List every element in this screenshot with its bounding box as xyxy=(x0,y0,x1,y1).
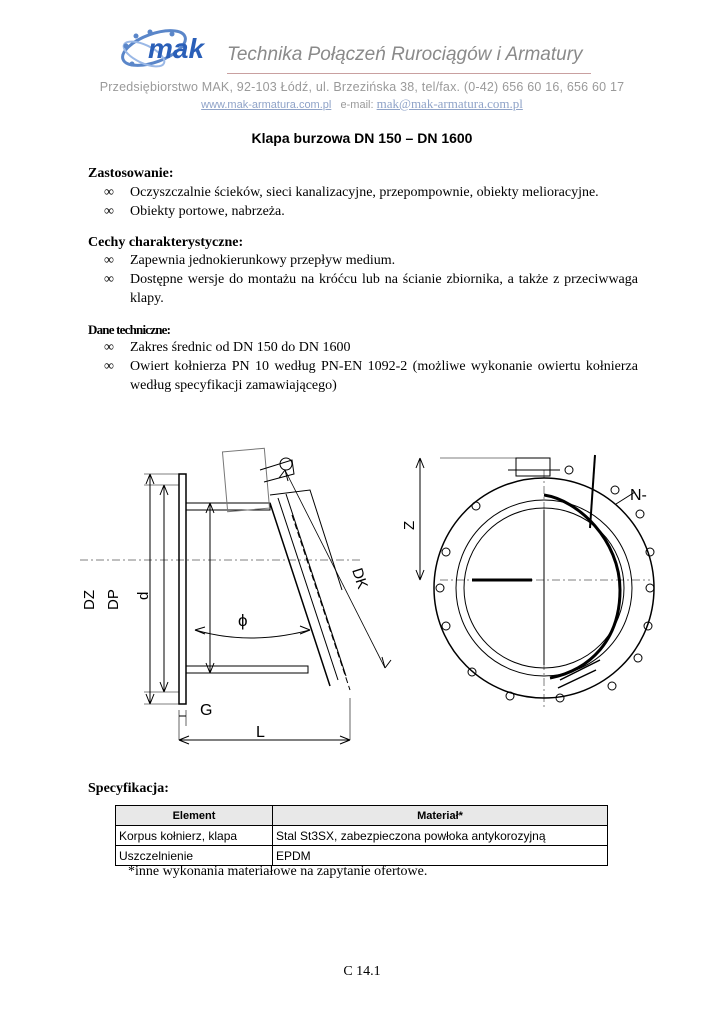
dim-label-dk: DK xyxy=(348,565,371,592)
website-link[interactable]: www.mak-armatura.com.pl xyxy=(201,99,332,111)
company-address: Przedsiębiorstwo MAK, 92-103 Łódź, ul. Brzezińska 38, tel/fax. (0-42) 656 60 16, 656 60 17 xyxy=(99,80,625,94)
front-view xyxy=(416,455,654,710)
spec-footnote: *inne wykonania materiałowe na zapytanie ofertowe. xyxy=(128,864,428,879)
table-row xyxy=(116,826,608,846)
dim-label-l: L xyxy=(256,724,265,741)
dim-label-z: Z xyxy=(401,520,418,530)
company-tagline: Technika Połączeń Rurociągów i Armatury xyxy=(227,44,583,65)
list-item: ∞ Owiert kołnierza PN 10 według PN-EN 1092-2 (możliwe wykonanie owiertu kołnierza według specyfikacji zamawiającego) xyxy=(104,357,638,395)
email-label: e-mail: xyxy=(340,99,374,111)
specification-table xyxy=(115,805,608,866)
dim-label-dz: DZ xyxy=(81,590,98,610)
table-header-row xyxy=(116,806,608,826)
svg-text:mak: mak xyxy=(148,33,205,64)
bullet-list-dane xyxy=(104,338,638,395)
section-heading-zastosowanie: Zastosowanie: xyxy=(88,166,174,181)
company-logo xyxy=(114,24,226,78)
table-cell: Uszczelnienie xyxy=(116,846,273,866)
page-number: C 14.1 xyxy=(343,964,381,979)
header-divider xyxy=(227,73,591,74)
dim-label-g: G xyxy=(200,702,213,719)
dim-label-n: N- xyxy=(630,487,647,504)
bullet-list-zastosowanie xyxy=(104,183,638,221)
column-header: Materiał* xyxy=(273,806,608,826)
table-cell: EPDM xyxy=(273,846,608,866)
section-heading-specyfikacja: Specyfikacja: xyxy=(88,781,169,796)
side-view xyxy=(80,448,391,744)
list-item: ∞ Obiekty portowe, nabrzeża. xyxy=(104,202,638,221)
dim-label-d: d xyxy=(135,591,152,600)
list-item: ∞ Zakres średnic od DN 150 do DN 1600 xyxy=(104,338,638,357)
table-cell: Korpus kołnierz, klapa xyxy=(116,826,273,846)
contact-line xyxy=(0,96,724,112)
document-title: Klapa burzowa DN 150 – DN 1600 xyxy=(251,130,473,146)
dim-label-dp: DP xyxy=(105,589,122,610)
table-row xyxy=(116,846,608,866)
dim-label-phi: ϕ xyxy=(238,611,248,630)
technical-drawing xyxy=(60,440,680,760)
email-link[interactable]: mak@mak-armatura.com.pl xyxy=(376,96,523,111)
section-heading-dane: Dane techniczne: xyxy=(88,322,171,337)
column-header: Element xyxy=(116,806,273,826)
list-item: ∞ Oczyszczalnie ścieków, sieci kanalizacyjne, przepompownie, obiekty melioracyjne. xyxy=(104,183,638,202)
table-cell: Stal St3SX, zabezpieczona powłoka antykorozyjną xyxy=(273,826,608,846)
list-item: ∞ Zapewnia jednokierunkowy przepływ medium. xyxy=(104,251,638,270)
list-item: ∞ Dostępne wersje do montażu na króćcu lub na ścianie zbiornika, a także z przeciwwaga klapy. xyxy=(104,270,638,308)
bullet-list-cechy xyxy=(104,251,638,308)
section-heading-cechy: Cechy charakterystyczne: xyxy=(88,235,244,250)
